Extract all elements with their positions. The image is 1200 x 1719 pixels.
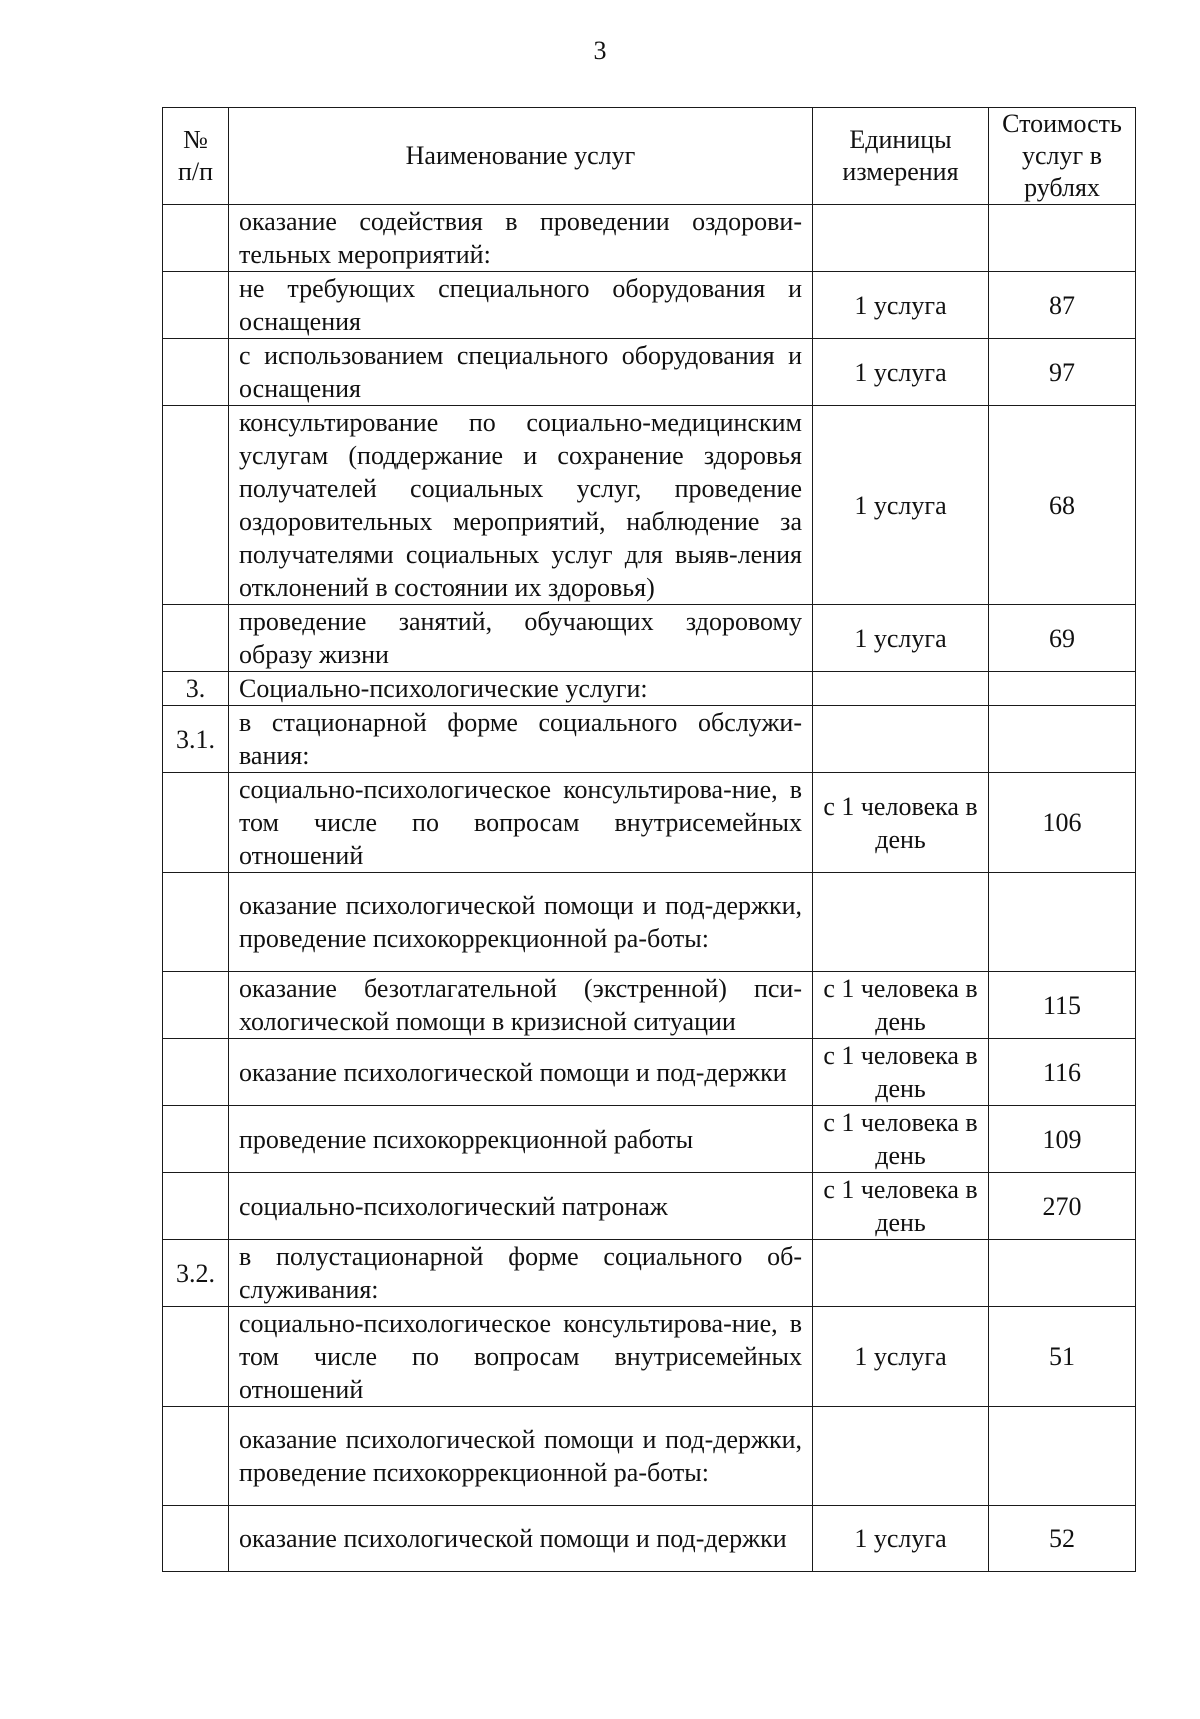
row-cost: [989, 873, 1136, 972]
row-cost: [989, 205, 1136, 272]
row-name: оказание психологической помощи и под-держки: [229, 1506, 813, 1572]
row-num: [163, 1407, 229, 1506]
table-row: [163, 272, 1136, 339]
row-unit: 1 услуга: [813, 605, 989, 672]
table-row: [163, 1407, 1136, 1506]
row-num: [163, 1039, 229, 1106]
row-unit: 1 услуга: [813, 1307, 989, 1407]
row-num: [163, 205, 229, 272]
row-cost: [989, 672, 1136, 706]
row-unit: с 1 человека в день: [813, 773, 989, 873]
row-cost: [989, 1407, 1136, 1506]
table-row: [163, 1307, 1136, 1407]
row-cost: 68: [989, 406, 1136, 605]
row-name: оказание содействия в проведении оздорови-тельных мероприятий:: [229, 205, 813, 272]
row-unit: [813, 1407, 989, 1506]
table-row: [163, 773, 1136, 873]
row-unit: 1 услуга: [813, 406, 989, 605]
row-num: 3.: [163, 672, 229, 706]
row-cost: 106: [989, 773, 1136, 873]
row-name: социально-психологическое консультирова-ние, в том числе по вопросам внутрисемейных отношений: [229, 773, 813, 873]
row-num: [163, 873, 229, 972]
row-cost: 270: [989, 1173, 1136, 1240]
table-row: [163, 706, 1136, 773]
table-row: [163, 339, 1136, 406]
row-cost: [989, 706, 1136, 773]
row-num: [163, 406, 229, 605]
services-price-table: [162, 107, 1136, 1572]
row-name: консультирование по социально-медицинским услугам (поддержание и сохранение здоровья получателей социальных услуг, проведение оздоровительных мероприятий, наблюдение за получателями социальных услуг для выяв-ления отклонений в состоянии их здоровья): [229, 406, 813, 605]
table-row: [163, 406, 1136, 605]
row-num: [163, 1506, 229, 1572]
row-unit: с 1 человека в день: [813, 1173, 989, 1240]
row-cost: 109: [989, 1106, 1136, 1173]
row-cost: 116: [989, 1039, 1136, 1106]
header-unit: Единицы измерения: [813, 108, 989, 205]
row-num: [163, 339, 229, 406]
row-unit: с 1 человека в день: [813, 972, 989, 1039]
row-unit: [813, 672, 989, 706]
table-row: [163, 1039, 1136, 1106]
row-cost: 87: [989, 272, 1136, 339]
row-unit: [813, 706, 989, 773]
row-name: Социально-психологические услуги:: [229, 672, 813, 706]
row-cost: 69: [989, 605, 1136, 672]
row-name: с использованием специального оборудования и оснащения: [229, 339, 813, 406]
row-num: 3.2.: [163, 1240, 229, 1307]
table-row: [163, 1106, 1136, 1173]
row-name: оказание безотлагательной (экстренной) пси-хологической помощи в кризисной ситуации: [229, 972, 813, 1039]
page-number: 3: [593, 36, 607, 65]
row-name: в полустационарной форме социального об-служивания:: [229, 1240, 813, 1307]
table-row: [163, 672, 1136, 706]
header-num: № п/п: [163, 108, 229, 205]
row-name: в стационарной форме социального обслужи-вания:: [229, 706, 813, 773]
row-unit: [813, 1240, 989, 1307]
row-cost: 97: [989, 339, 1136, 406]
table-row: [163, 873, 1136, 972]
row-unit: с 1 человека в день: [813, 1039, 989, 1106]
row-name: проведение занятий, обучающих здоровому образу жизни: [229, 605, 813, 672]
row-unit: с 1 человека в день: [813, 1106, 989, 1173]
row-unit: 1 услуга: [813, 339, 989, 406]
table-header-row: [163, 108, 1136, 205]
row-num: [163, 1173, 229, 1240]
row-num: [163, 605, 229, 672]
table-row: [163, 972, 1136, 1039]
row-name: социально-психологическое консультирова-ние, в том числе по вопросам внутрисемейных отношений: [229, 1307, 813, 1407]
row-name: оказание психологической помощи и под-держки: [229, 1039, 813, 1106]
row-unit: [813, 205, 989, 272]
row-name: социально-психологический патронаж: [229, 1173, 813, 1240]
row-cost: 115: [989, 972, 1136, 1039]
row-cost: 51: [989, 1307, 1136, 1407]
row-name: оказание психологической помощи и под-держки, проведение психокоррекционной ра-боты:: [229, 1407, 813, 1506]
row-cost: 52: [989, 1506, 1136, 1572]
table-row: [163, 605, 1136, 672]
row-cost: [989, 1240, 1136, 1307]
table-row: [163, 1173, 1136, 1240]
table-row: [163, 1506, 1136, 1572]
row-num: [163, 272, 229, 339]
row-num: 3.1.: [163, 706, 229, 773]
header-name: Наименование услуг: [229, 108, 813, 205]
row-name: проведение психокоррекционной работы: [229, 1106, 813, 1173]
row-unit: 1 услуга: [813, 1506, 989, 1572]
row-unit: [813, 873, 989, 972]
row-num: [163, 773, 229, 873]
header-cost: Стоимость услуг в рублях: [989, 108, 1136, 205]
table-row: [163, 205, 1136, 272]
row-unit: 1 услуга: [813, 272, 989, 339]
row-name: не требующих специального оборудования и оснащения: [229, 272, 813, 339]
row-name: оказание психологической помощи и под-держки, проведение психокоррекционной ра-боты:: [229, 873, 813, 972]
row-num: [163, 1106, 229, 1173]
table-row: [163, 1240, 1136, 1307]
row-num: [163, 1307, 229, 1407]
row-num: [163, 972, 229, 1039]
